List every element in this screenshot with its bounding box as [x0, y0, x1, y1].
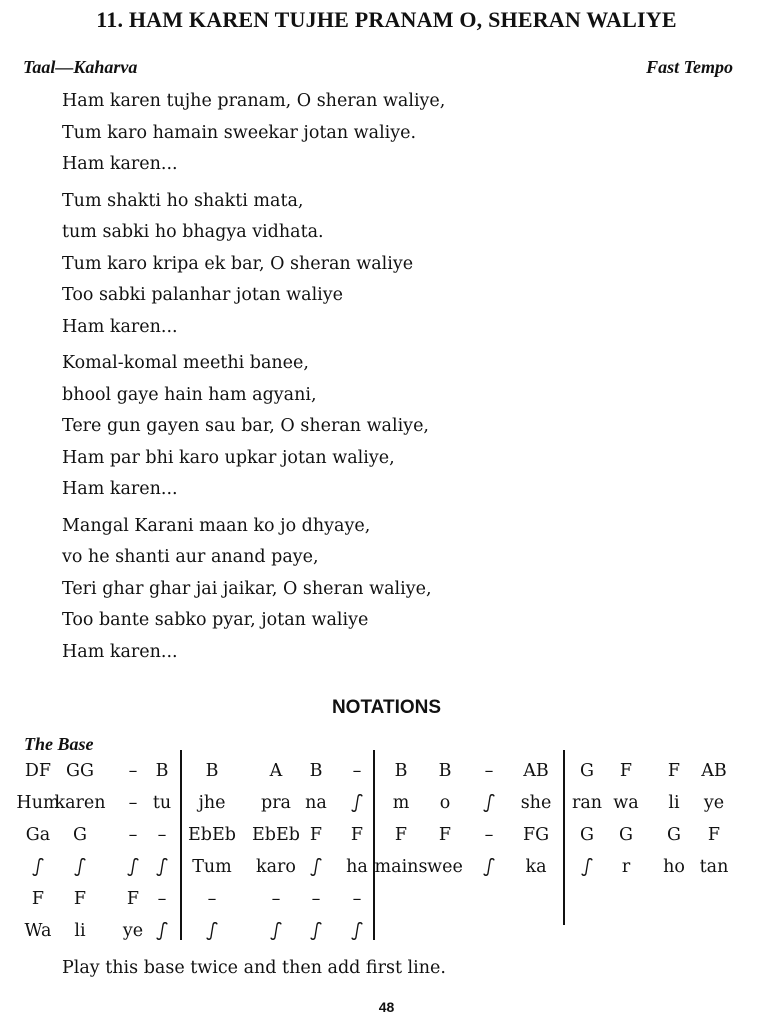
notation-cell: – — [157, 889, 167, 909]
lyric-line: vo he shanti aur anand paye, — [62, 547, 319, 567]
lyric-line: Tum shakti ho shakti mata, — [62, 190, 304, 211]
lyric-line: Too sabki palanhar jotan waliye — [62, 285, 344, 305]
notation-cell: F — [619, 761, 633, 781]
notation-cell: ha — [346, 857, 368, 877]
stanza — [62, 186, 445, 344]
measure-bar — [373, 750, 375, 940]
notation-cell: ഽ — [270, 921, 282, 941]
notation-cell: – — [128, 825, 138, 845]
notation-cell: ka — [525, 857, 547, 877]
notation-cell: ഽ — [581, 857, 593, 877]
notation-cell: ഽ — [127, 857, 139, 877]
lyric-line: bhool gaye hain ham agyani, — [62, 384, 317, 405]
measure-bar — [563, 750, 565, 925]
lyric-line: Tere gun gayen sau bar, O sheran waliye, — [62, 416, 429, 436]
notation-cell: ഽ — [156, 921, 168, 941]
notation-cell: Ga — [25, 825, 51, 845]
notation-cell: – — [352, 761, 362, 781]
notation-cell: A — [269, 761, 283, 781]
notation-cell: ran — [571, 793, 603, 813]
taal-label: Taal—Kaharva — [23, 57, 138, 77]
notation-cell: ഽ — [310, 857, 322, 877]
notation-cell: ഽ — [74, 857, 86, 877]
stanza — [62, 348, 445, 506]
lyric-line: Ham karen... — [62, 479, 178, 499]
notation-cell: tu — [152, 793, 172, 813]
stanza — [62, 511, 445, 669]
notation-cell: Wa — [24, 921, 52, 941]
notation-cell: DF — [24, 761, 52, 781]
notation-cell: F — [707, 825, 721, 845]
notation-cell: EbEb — [252, 825, 300, 845]
notation-cell: F — [667, 761, 681, 781]
notation-cell: – — [271, 889, 281, 909]
notation-cell: GG — [66, 761, 94, 781]
notation-cell: – — [311, 889, 321, 909]
notation-cell: Tum — [192, 857, 232, 877]
lyric-line: tum sabki ho bhagya vidhata. — [62, 222, 324, 242]
notation-cell: F — [31, 889, 45, 909]
notation-cell: karo — [256, 857, 296, 877]
notation-cell: r — [621, 857, 631, 877]
notation-cell: ഽ — [483, 857, 495, 877]
lyric-line: Too bante sabko pyar, jotan waliye — [62, 610, 369, 630]
notation-cell: na — [305, 793, 327, 813]
page-number: 48 — [378, 999, 395, 1015]
notation-cell: ഽ — [156, 857, 168, 877]
lyrics — [62, 86, 445, 673]
notation-cell: F — [126, 889, 140, 909]
notation-cell: EbEb — [188, 825, 236, 845]
notation-cell: – — [484, 825, 494, 845]
notation-cell: mains — [374, 857, 428, 877]
lyric-line: Mangal Karani maan ko jo dhyaye, — [62, 515, 371, 536]
notation-cell: – — [484, 761, 494, 781]
notation-cell: G — [73, 825, 87, 845]
notation-cell: ye — [703, 793, 725, 813]
lyric-line: Ham karen... — [62, 316, 178, 337]
notation-cell: ഽ — [32, 857, 44, 877]
stanza — [62, 86, 445, 181]
lyric-line: Teri ghar ghar jai jaikar, O sheran waliye, — [62, 578, 432, 599]
notation-cell: F — [309, 825, 323, 845]
notation-cell: ഽ — [310, 921, 322, 941]
base-label: The Base — [24, 734, 94, 754]
notation-cell: wee — [427, 857, 463, 877]
notation-cell: F — [73, 889, 87, 909]
notation-cell: Hum — [16, 793, 60, 813]
lyric-line: Ham karen tujhe pranam, O sheran waliye, — [62, 91, 446, 111]
notation-cell: o — [439, 793, 451, 813]
notation-cell: – — [207, 889, 217, 909]
notation-cell: – — [352, 889, 362, 909]
lyric-line: Tum karo kripa ek bar, O sheran waliye — [62, 253, 414, 274]
notation-cell: jhe — [198, 793, 226, 813]
tempo-label: Fast Tempo — [646, 57, 733, 77]
notation-cell: B — [155, 761, 169, 781]
notation-cell: G — [667, 825, 681, 845]
notation-cell: B — [438, 761, 452, 781]
notations-heading: NOTATIONS — [331, 697, 442, 718]
measure-bar — [180, 750, 182, 940]
notation-cell: karen — [54, 793, 106, 813]
notation-cell: wa — [613, 793, 639, 813]
notation-cell: m — [392, 793, 410, 813]
lyric-line: Komal-komal meethi banee, — [62, 353, 309, 373]
notation-cell: F — [438, 825, 452, 845]
notation-cell: ഽ — [206, 921, 218, 941]
notation-cell: tan — [699, 857, 729, 877]
notation-cell: li — [74, 921, 86, 941]
notation-cell: G — [619, 825, 633, 845]
notation-cell: FG — [522, 825, 550, 845]
notation-cell: – — [128, 761, 138, 781]
notation-cell: G — [580, 825, 594, 845]
lyric-line: Ham karen... — [62, 641, 178, 662]
notation-cell: she — [520, 793, 552, 813]
notation-cell: AB — [523, 761, 549, 781]
notation-cell: ഽ — [351, 793, 363, 813]
notation-cell: F — [350, 825, 364, 845]
notation-cell: pra — [260, 793, 292, 813]
notation-cell: – — [157, 825, 167, 845]
page-title: 11. HAM KAREN TUJHE PRANAM O, SHERAN WALIYE — [96, 7, 677, 32]
footnote: Play this base twice and then add first line. — [62, 958, 446, 978]
notation-cell: – — [128, 793, 138, 813]
notation-cell: ye — [122, 921, 144, 941]
notation-cell: ഽ — [483, 793, 495, 813]
notation-cell: G — [580, 761, 594, 781]
notation-cell: B — [394, 761, 408, 781]
notation-cell: B — [309, 761, 323, 781]
lyric-line: Tum karo hamain sweekar jotan waliye. — [62, 122, 417, 143]
notation-cell: B — [205, 761, 219, 781]
notation-cell: AB — [701, 761, 727, 781]
notation-cell: F — [394, 825, 408, 845]
notation-cell: ഽ — [351, 921, 363, 941]
notation-cell: ho — [663, 857, 685, 877]
lyric-line: Ham karen... — [62, 154, 178, 174]
lyric-line: Ham par bhi karo upkar jotan waliye, — [62, 447, 395, 468]
notation-cell: li — [668, 793, 680, 813]
